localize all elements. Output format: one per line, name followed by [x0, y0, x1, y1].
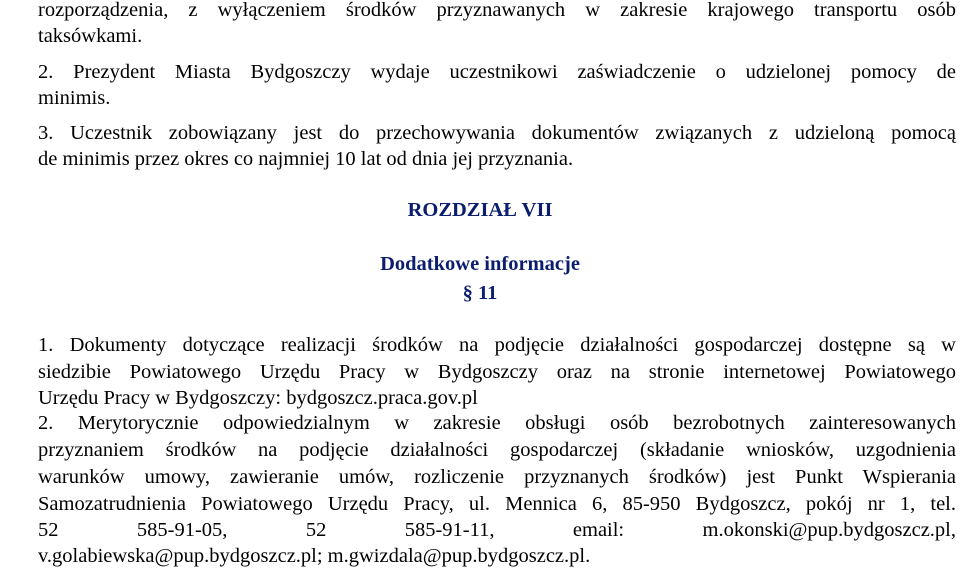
- item-1-line: 1. Dokumenty dotyczące realizacji środków na podjęcie działalności gospodarczej dostępne są w: [38, 334, 956, 356]
- item-2-line: 52 585-91-05, 52 585-91-11, email: m.okonski@pup.bydgoszcz.pl,: [38, 519, 956, 541]
- paragraph-line: rozporządzenia, z wyłączeniem środków przyznawanych w zakresie krajowego transportu osób: [38, 0, 956, 21]
- paragraph-line: 2. Prezydent Miasta Bydgoszczy wydaje uczestnikowi zaświadczenie o udzielonej pomocy de: [38, 61, 956, 83]
- item-1-line: Urzędu Pracy w Bydgoszczy: bydgoszcz.praca.gov.pl: [38, 387, 478, 409]
- item-1-line: siedzibie Powiatowego Urzędu Pracy w Bydgoszczy oraz na stronie internetowej Powiatowego: [38, 361, 956, 383]
- section-number: § 11: [462, 282, 498, 304]
- chapter-subtitle: Dodatkowe informacje: [380, 253, 580, 275]
- item-2-line: 2. Merytorycznie odpowiedzialnym w zakresie obsługi osób bezrobotnych zainteresowanych: [38, 412, 956, 434]
- paragraph-line: 3. Uczestnik zobowiązany jest do przechowywania dokumentów związanych z udzieloną pomocą: [38, 122, 956, 144]
- chapter-title: ROZDZIAŁ VII: [407, 199, 553, 221]
- item-2-line: warunków umowy, zawieranie umów, rozliczenie przyznanych środków) jest Punkt Wspierania: [38, 466, 956, 488]
- item-2-line: przyznaniem środków na podjęcie działalności gospodarczej (składanie wniosków, uzgodnienia: [38, 439, 956, 461]
- item-2-line: Samozatrudnienia Powiatowego Urzędu Pracy, ul. Mennica 6, 85-950 Bydgoszcz, pokój nr 1, tel.: [38, 493, 956, 515]
- paragraph-line: de minimis przez okres co najmniej 10 lat od dnia jej przyznania.: [38, 148, 574, 170]
- paragraph-line: taksówkami.: [38, 25, 143, 47]
- paragraph-line: minimis.: [38, 87, 111, 109]
- item-2-line: v.golabiewska@pup.bydgoszcz.pl; m.gwizdala@pup.bydgoszcz.pl.: [38, 545, 591, 567]
